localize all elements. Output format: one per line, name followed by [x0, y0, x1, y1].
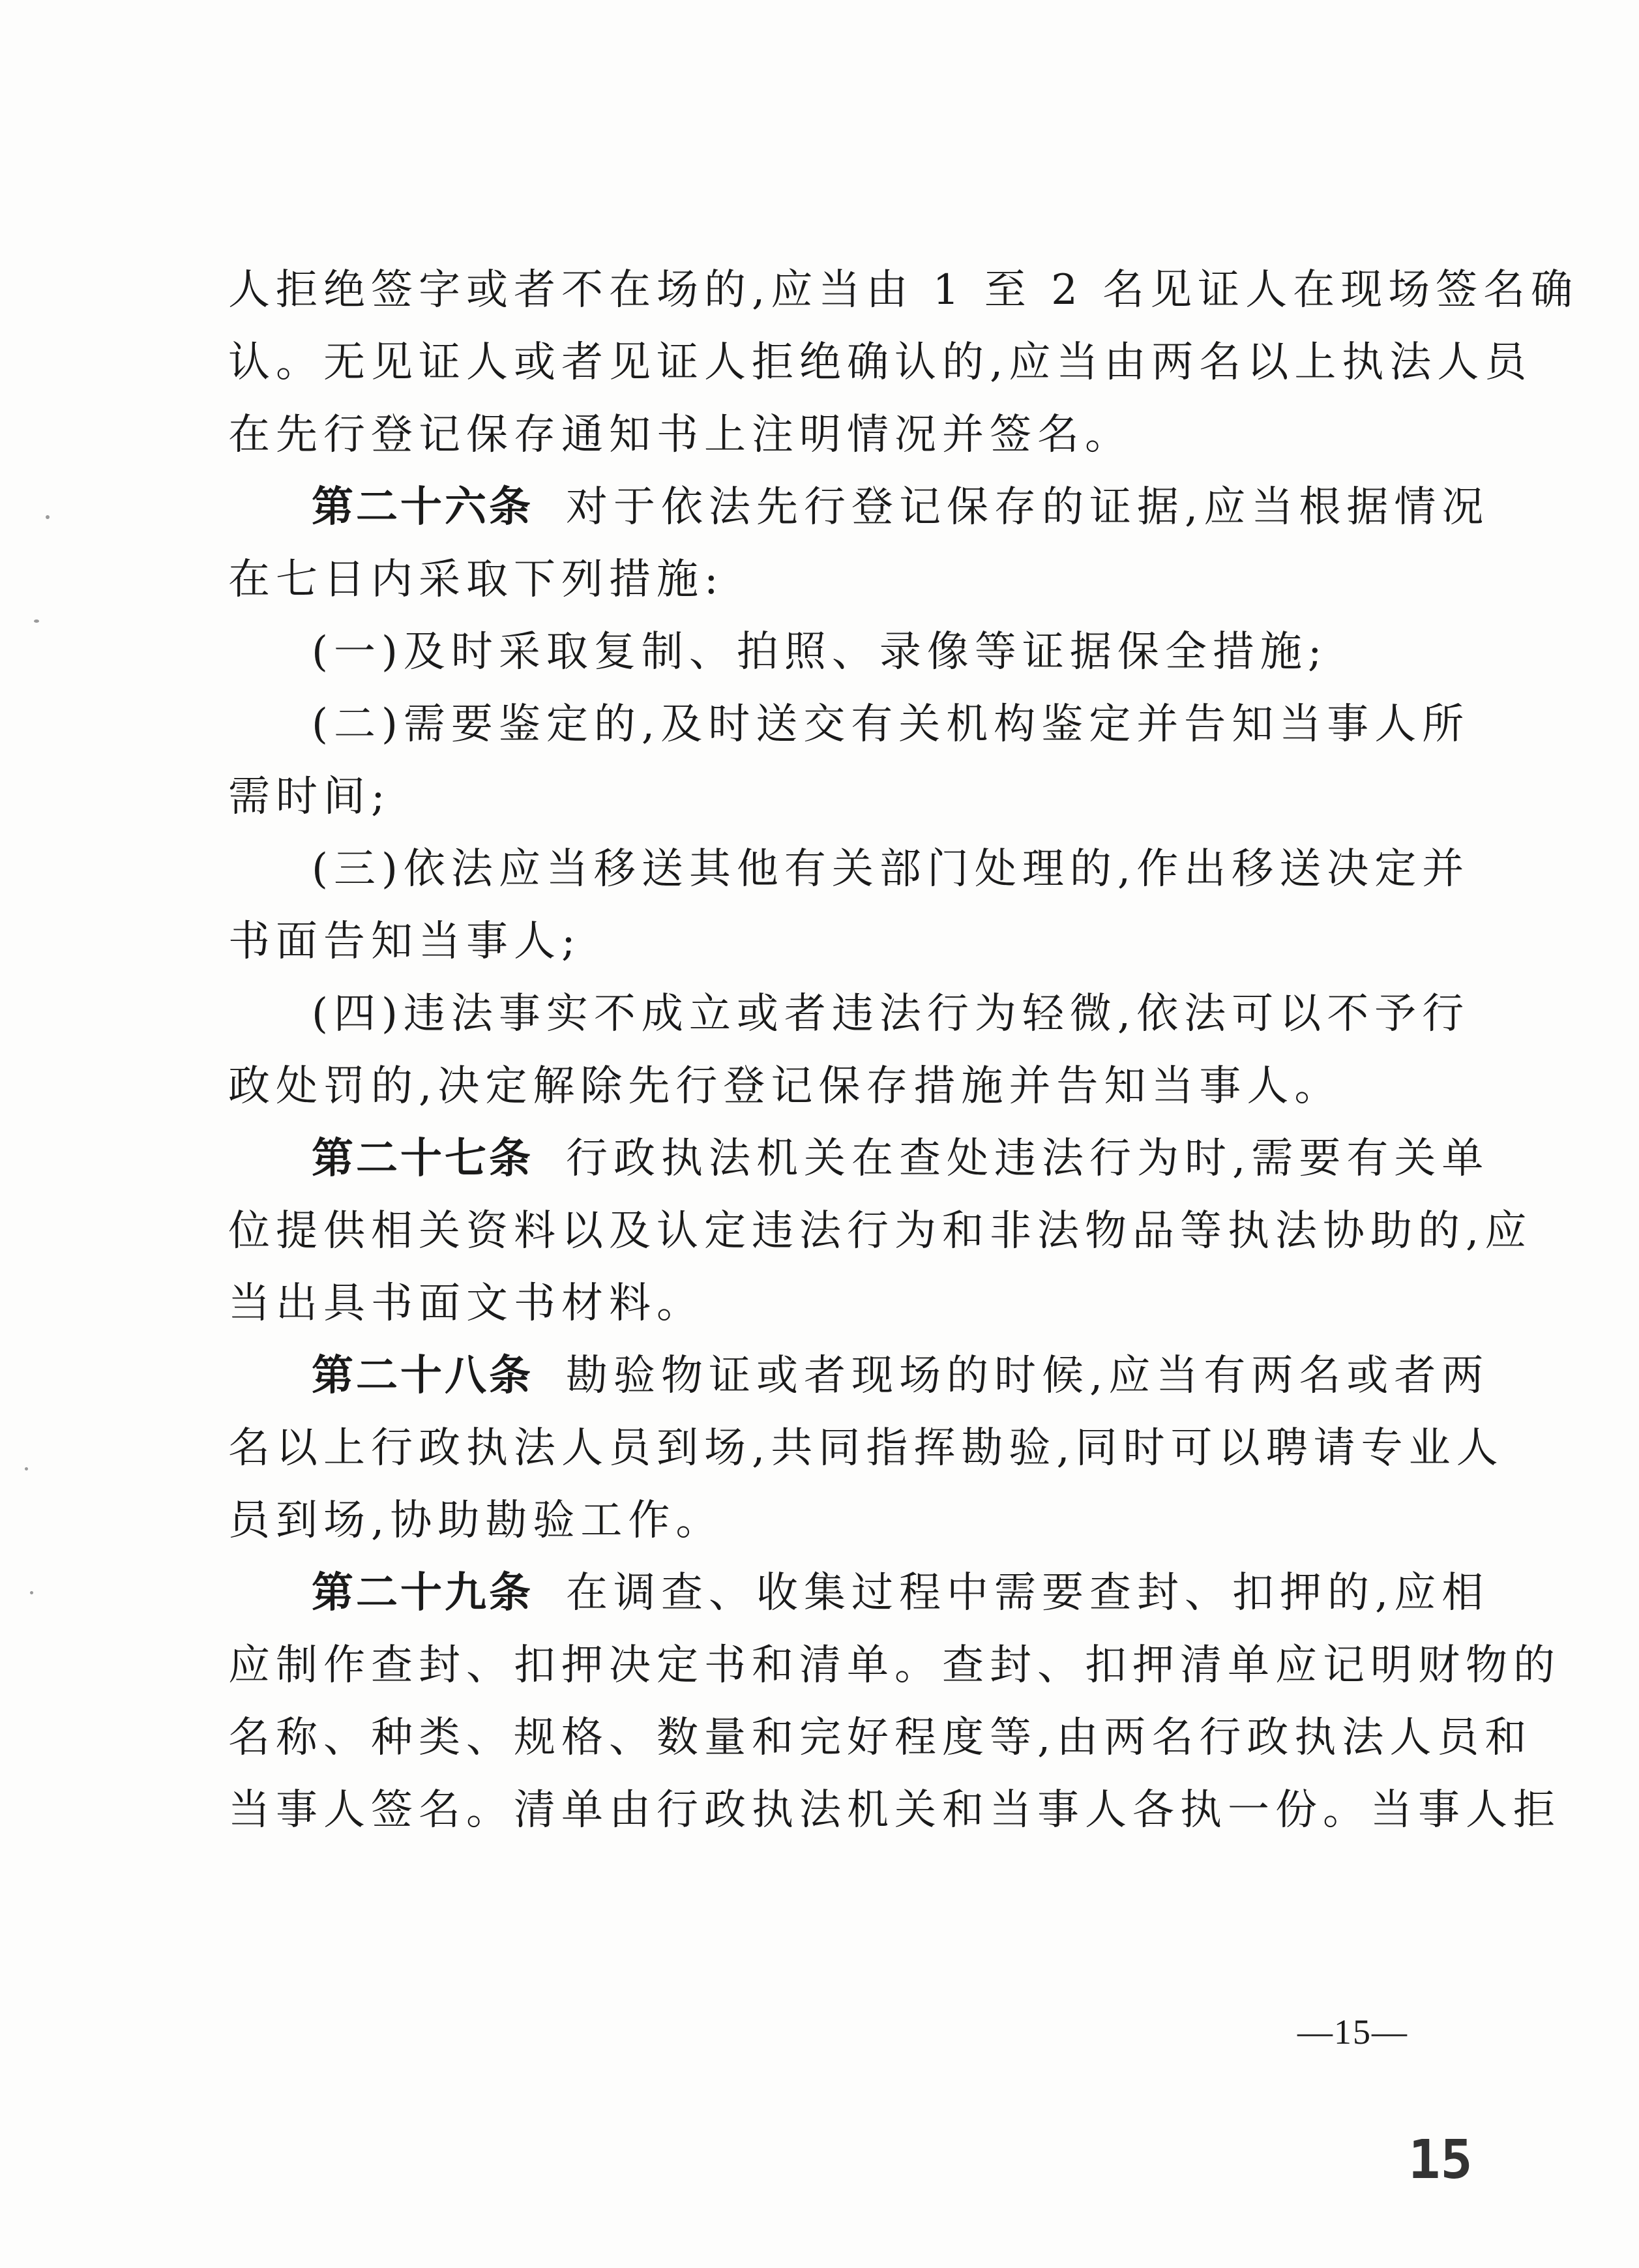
line-text: 勘验物证或者现场的时候,应当有两名或者两 — [566, 1352, 1490, 1400]
line-text: (三)依法应当移送其他有关部门处理的,作出移送决定并 — [312, 845, 1470, 893]
line-text: 认。无见证人或者见证人拒绝确认的,应当由两名以上执法人员 — [228, 338, 1533, 387]
text-line — [228, 978, 1470, 1051]
line-text: 应制作查封、扣押决定书和清单。查封、扣押清单应记明财物的 — [228, 1641, 1561, 1690]
stamped-page-number: 15 — [1408, 2129, 1473, 2191]
text-line — [228, 1485, 1434, 1557]
text-line — [228, 1051, 1434, 1123]
line-text: 需时间; — [228, 773, 391, 821]
line-text: 名以上行政执法人员到场,共同指挥勘验,同时可以聘请专业人 — [228, 1424, 1504, 1472]
scan-speck — [34, 619, 39, 623]
article-title: 第二十七条 — [312, 1135, 533, 1183]
line-text: 政处罚的,决定解除先行登记保存措施并告知当事人。 — [228, 1062, 1342, 1111]
scan-speck — [46, 515, 50, 519]
scan-speck — [25, 1467, 28, 1470]
page-number: —15— — [1297, 2012, 1408, 2052]
text-line — [228, 833, 1470, 906]
text-line — [228, 689, 1470, 761]
text-line — [228, 254, 1579, 327]
line-text: 在先行登记保存通知书上注明情况并签名。 — [228, 411, 1132, 459]
text-line — [228, 1195, 1533, 1268]
line-text: (一)及时采取复制、拍照、录像等证据保全措施; — [312, 628, 1328, 676]
article-heading-line — [228, 1340, 1490, 1412]
line-text: (二)需要鉴定的,及时送交有关机构鉴定并告知当事人所 — [312, 700, 1470, 749]
line-text: 对于依法先行登记保存的证据,应当根据情况 — [566, 483, 1490, 531]
scan-speck — [30, 1591, 33, 1594]
text-line — [228, 1268, 1434, 1340]
text-line — [228, 399, 1434, 471]
text-line — [228, 1774, 1561, 1847]
text-line — [228, 327, 1533, 399]
line-text: 行政执法机关在查处违法行为时,需要有关单 — [566, 1135, 1490, 1183]
line-text: 在七日内采取下列措施: — [228, 556, 724, 604]
text-line — [228, 544, 1434, 616]
text-line — [228, 1412, 1504, 1485]
article-heading-line — [228, 471, 1490, 544]
text-line — [228, 1702, 1533, 1774]
text-line — [228, 906, 1434, 978]
text-line — [228, 616, 1434, 689]
article-title: 第二十六条 — [312, 483, 533, 531]
line-text: 人拒绝签字或者不在场的,应当由 1 至 2 名见证人在现场签名确 — [228, 266, 1579, 314]
line-text: 员到场,协助勘验工作。 — [228, 1497, 724, 1545]
line-text: 当出具书面文书材料。 — [228, 1279, 704, 1328]
line-text: 书面告知当事人; — [228, 918, 582, 966]
text-line — [228, 1630, 1561, 1702]
line-text: 位提供相关资料以及认定违法行为和非法物品等执法协助的,应 — [228, 1207, 1533, 1255]
line-text: 当事人签名。清单由行政执法机关和当事人各执一份。当事人拒 — [228, 1786, 1561, 1834]
article-title: 第二十九条 — [312, 1569, 533, 1617]
line-text: (四)违法事实不成立或者违法行为轻微,依法可以不予行 — [312, 990, 1470, 1038]
text-line — [228, 761, 1434, 833]
article-heading-line — [228, 1123, 1490, 1195]
article-heading-line — [228, 1557, 1490, 1630]
article-title: 第二十八条 — [312, 1352, 533, 1400]
body-text — [228, 254, 1579, 1847]
line-text: 在调查、收集过程中需要查封、扣押的,应相 — [566, 1569, 1490, 1617]
line-text: 名称、种类、规格、数量和完好程度等,由两名行政执法人员和 — [228, 1714, 1533, 1762]
